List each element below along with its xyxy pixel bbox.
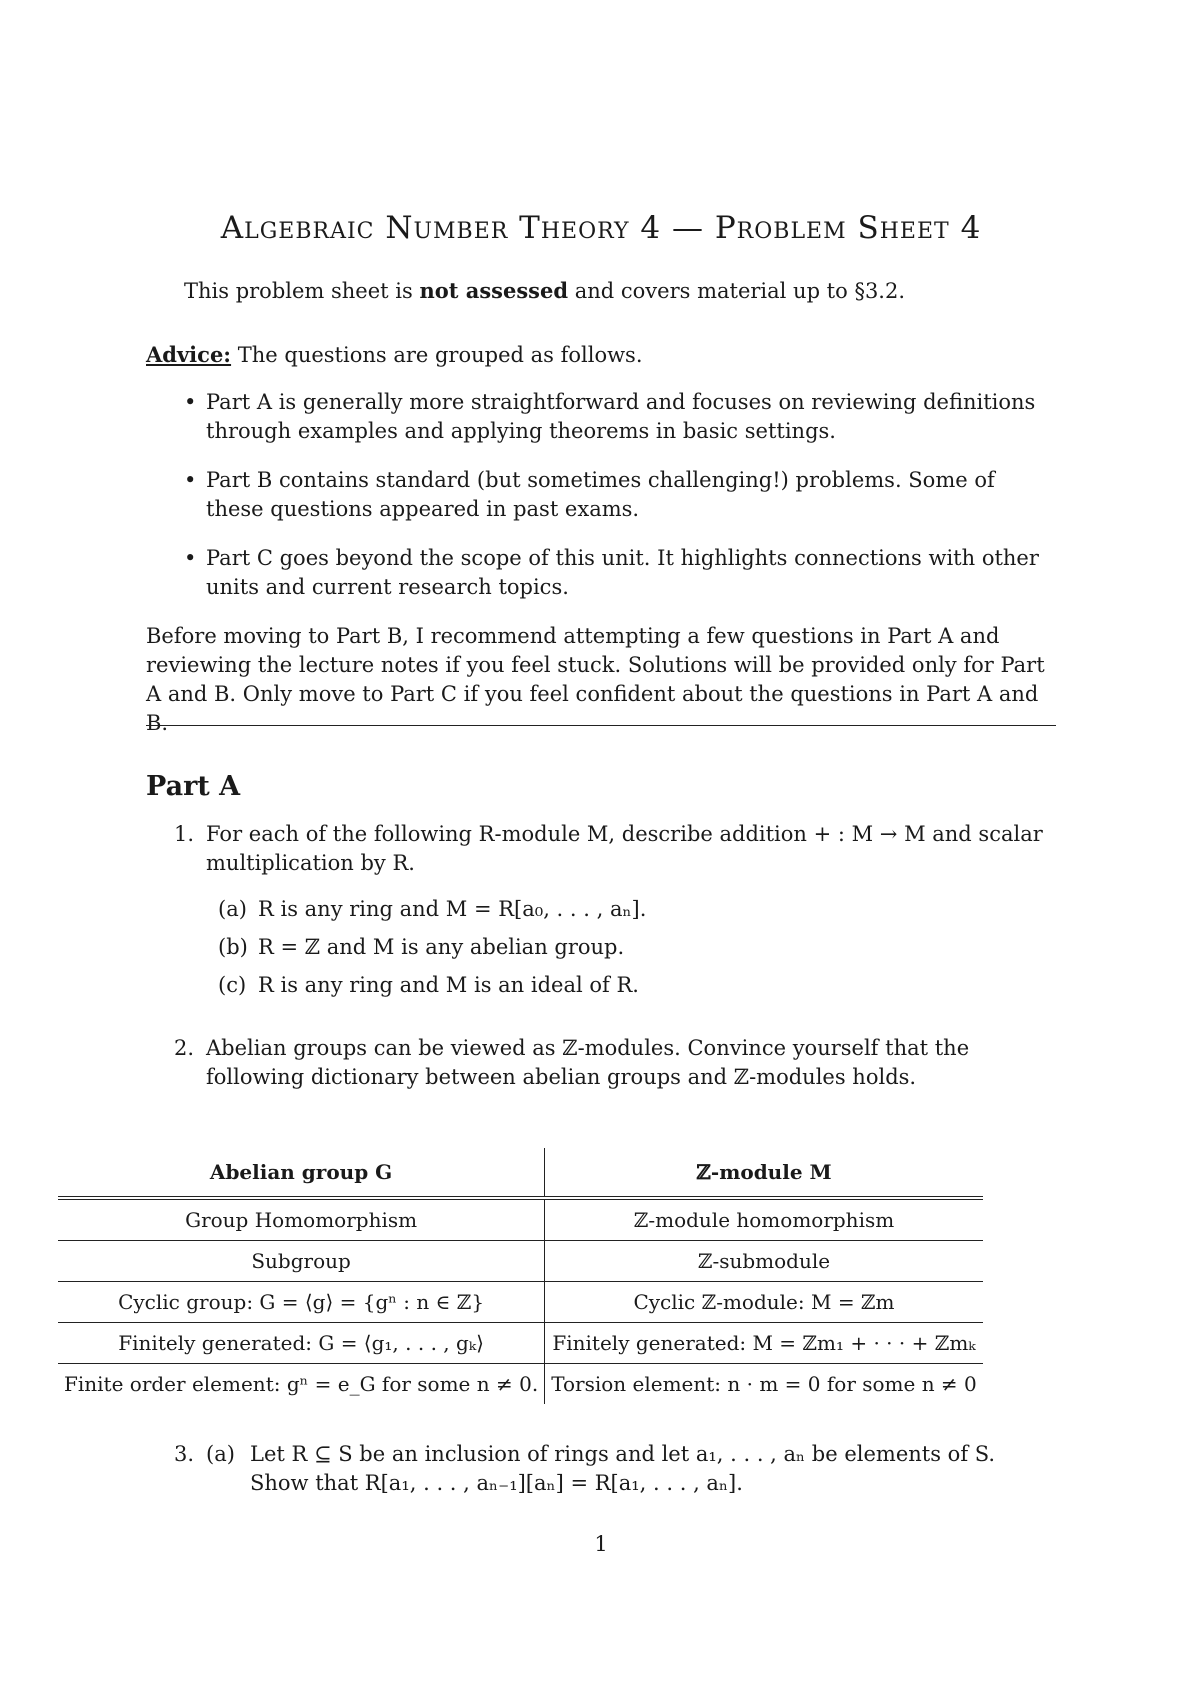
- intro-bold: not assessed: [419, 278, 569, 303]
- advice-list: [146, 388, 1056, 622]
- advice-item-part-c: Part C goes beyond the scope of this unit. It highlights connections with other units and current research topics.: [206, 546, 1039, 599]
- question-3a-label: (a): [206, 1442, 235, 1466]
- question-1c-label: (c): [218, 973, 247, 997]
- table-cell: Cyclic ℤ-module: M = ℤm: [545, 1282, 983, 1323]
- question-1-text: For each of the following R-module M, describe addition + : M → M and scalar multiplication by R.: [206, 822, 1043, 875]
- question-3-number: 3.: [174, 1442, 195, 1466]
- question-1c-text: R is any ring and M is an ideal of R.: [258, 973, 639, 997]
- question-1a-label: (a): [218, 897, 247, 921]
- question-3a-text: Let R ⊆ S be an inclusion of rings and let a₁, . . . , aₙ be elements of S. Show that R[a₁, . . . , aₙ₋₁][aₙ] = R[a₁, . . . , aₙ].: [250, 1442, 996, 1495]
- sheet-title: Algebraic Number Theory 4 — Problem Sheet 4: [220, 210, 982, 246]
- question-1b: [218, 933, 1048, 962]
- table-row: [58, 1241, 983, 1282]
- question-1b-text: R = ℤ and M is any abelian group.: [258, 935, 625, 959]
- question-1c: [218, 971, 1048, 1000]
- intro-suffix: and covers material up to §3.2.: [568, 279, 906, 303]
- bullet-icon: •: [184, 546, 197, 570]
- page-number: 1: [594, 1532, 608, 1556]
- question-1a-text: R is any ring and M = R[a₀, . . . , aₙ].: [258, 897, 647, 921]
- table-cell: ℤ-submodule: [545, 1241, 983, 1282]
- question-3a: [206, 1440, 1056, 1498]
- table-cell: Cyclic group: G = ⟨g⟩ = {gⁿ : n ∈ ℤ}: [58, 1282, 545, 1323]
- question-2-text: Abelian groups can be viewed as ℤ-modules. Convince yourself that the following dictionary between abelian groups and ℤ-modules holds.: [206, 1036, 970, 1089]
- advice-item-part-b: Part B contains standard (but sometimes challenging!) problems. Some of these questions appeared in past exams.: [206, 468, 995, 521]
- table-row: [58, 1198, 983, 1241]
- table-header-row: [58, 1148, 983, 1198]
- table-row: [58, 1364, 983, 1405]
- table-cell: ℤ-module homomorphism: [545, 1198, 983, 1241]
- table-row: [58, 1323, 983, 1364]
- question-1-number: 1.: [174, 822, 195, 846]
- bullet-icon: •: [184, 390, 197, 414]
- bullet-icon: •: [184, 468, 197, 492]
- table-cell: Torsion element: n · m = 0 for some n ≠ 0: [551, 1371, 977, 1396]
- section-heading-part-a: Part A: [146, 771, 241, 802]
- advice-label: Advice:: [146, 342, 232, 367]
- table-header-abelian-group: Abelian group G: [58, 1148, 545, 1198]
- dictionary-table: [58, 1148, 983, 1404]
- table-header-z-module: ℤ-module M: [545, 1148, 983, 1198]
- table-cell: Finite order element: gⁿ = e_G for some n ≠ 0.: [58, 1364, 545, 1405]
- advice-paragraph: [146, 340, 1056, 370]
- advice-closing: Before moving to Part B, I recommend attempting a few questions in Part A and reviewing the lecture notes if you feel stuck. Solutions will be provided only for Part A and B. Only move to Part C if you feel confident about the questions in Part A and B.: [146, 624, 1045, 735]
- list-item: [146, 544, 1056, 602]
- advice-item-part-a: Part A is generally more straightforward and focuses on reviewing definitions through examples and applying theorems in basic settings.: [206, 390, 1036, 443]
- intro-prefix: This problem sheet is: [184, 279, 420, 303]
- question-2-number: 2.: [174, 1036, 195, 1060]
- question-1a: [218, 895, 1048, 924]
- intro-paragraph: [184, 276, 1056, 306]
- advice-text: The questions are grouped as follows.: [231, 343, 643, 367]
- table-cell: Group Homomorphism: [58, 1198, 545, 1241]
- section-divider: [146, 725, 1056, 726]
- question-1b-label: (b): [218, 935, 248, 959]
- table-row: [58, 1282, 983, 1323]
- table-cell: Finitely generated: M = ℤm₁ + · · · + ℤmₖ: [545, 1323, 983, 1364]
- list-item: [146, 466, 1056, 524]
- list-item: [146, 388, 1056, 446]
- table-cell: Finitely generated: G = ⟨g₁, . . . , gₖ⟩: [58, 1323, 545, 1364]
- table-cell: Subgroup: [58, 1241, 545, 1282]
